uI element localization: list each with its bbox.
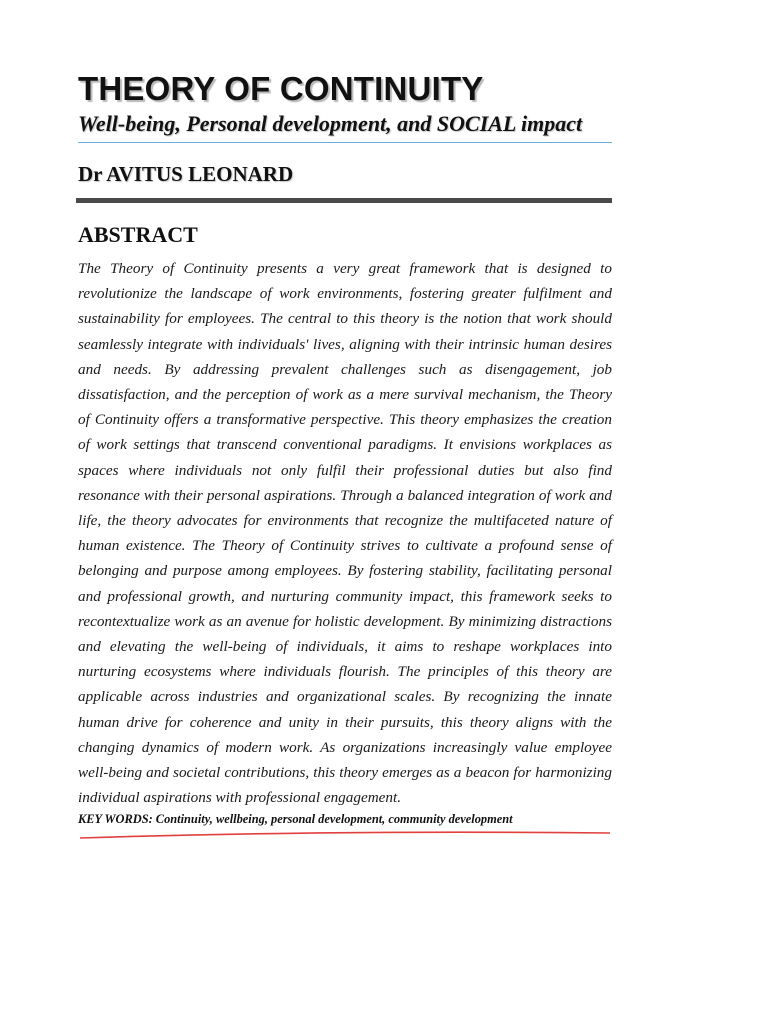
author-divider xyxy=(76,198,612,203)
keywords-line: KEY WORDS: Continuity, wellbeing, personal development, community development xyxy=(78,812,513,826)
title-divider xyxy=(78,142,612,143)
abstract-heading: ABSTRACT xyxy=(78,222,198,247)
abstract-body: The Theory of Continuity presents a very great framework that is designed to revolutionize the landscape of work environments, fostering greater fulfilment and sustainability for employees. The central to this theory is the notion that work should seamlessly integrate with individuals' lives, aligning with their intrinsic human desires and needs. By addressing prevalent challenges such as disengagement, job dissatisfaction, and the perception of work as a mere survival mechanism, the Theory of Continuity offers a transformative perspective. This theory emphasizes the creation of work settings that transcend conventional paradigms. It envisions workplaces as spaces where individuals not only fulfil their professional duties but also find resonance with their personal aspirations. Through a balanced integration of work and life, the theory advocates for environments that recognize the multifaceted nature of human existence. The Theory of Continuity strives to cultivate a profound sense of belonging and purpose among employees. By fostering stability, facilitating personal and professional growth, and nurturing community impact, this framework seeks to recontextualize work as an avenue for holistic development. By minimizing distractions and elevating the well-being of individuals, it aims to reshape workplaces into nurturing ecosystems where individuals flourish. The principles of this theory are applicable across industries and organizational scales. By recognizing the innate human drive for coherence and unity in their pursuits, this theory aligns with the changing dynamics of modern work. As organizations increasingly value employee well-being and societal contributions, this theory emerges as a beacon for harmonizing individual aspirations with professional engagement. xyxy=(78,260,612,807)
document-subtitle: Well-being, Personal development, and SOCIAL impact xyxy=(78,111,583,136)
document-title: THEORY OF CONTINUITY xyxy=(78,70,484,107)
keywords-divider xyxy=(0,826,768,846)
author-name: Dr AVITUS LEONARD xyxy=(78,162,294,186)
